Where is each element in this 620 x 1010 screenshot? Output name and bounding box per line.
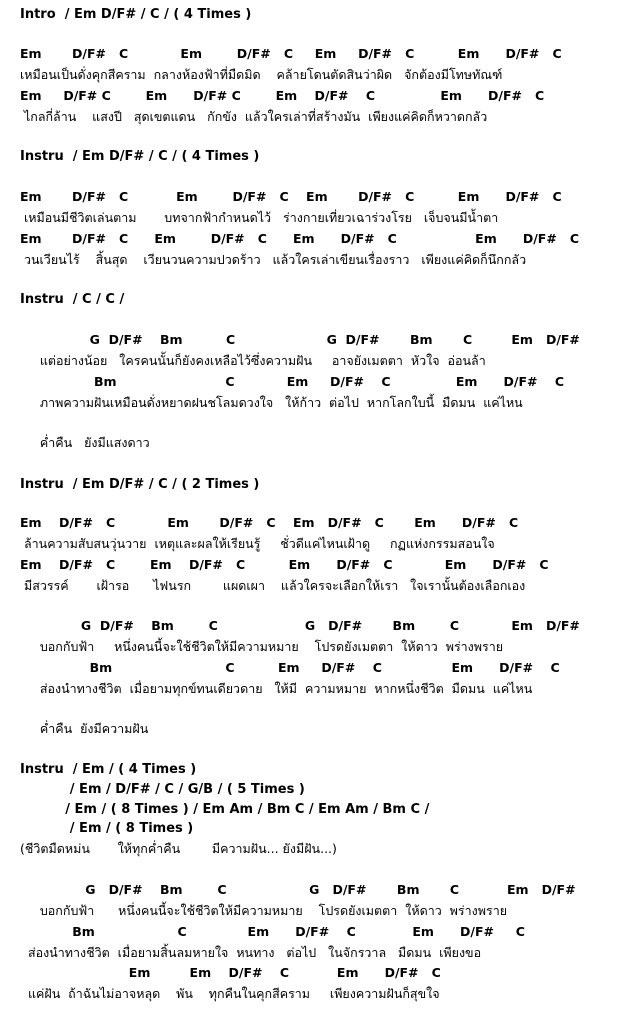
- lyric-line: ส่องนำทางชีวิต เมื่อยามทุกข์ทนเดียวดาย ให้มี ความหมาย หากหนึ่งชีวิต มืดมน แค่ไหน: [20, 681, 533, 696]
- lyric-line: ภาพความฝันเหมือนดั่งหยาดฝนชโลมดวงใจ ให้ก้าว ต่อไป หากโลกใบนี้ มืดมน แค่ไหน: [20, 395, 523, 410]
- instru-line: / Em / ( 8 Times ) / Em Am / Bm C / Em Am / Bm C /: [20, 802, 430, 817]
- instru-line: / Em / ( 8 Times ): [20, 821, 194, 836]
- instru-heading: Instru / Em D/F# / C / ( 2 Times ): [20, 477, 260, 492]
- lyric-line: (ชีวิตมืดหม่น ให้ทุกค่ำคืน มีความฝัน... ยังมีฝัน...): [20, 841, 337, 856]
- intro-heading: Intro / Em D/F# / C / ( 4 Times ): [20, 7, 252, 22]
- chord-line: Em D/F# C Em D/F# C Em D/F# C Em D/F# C: [20, 189, 562, 204]
- lyric-line: ค่ำคืน ยังมีความฝัน: [20, 721, 149, 736]
- chord-line: Em D/F# C Em D/F# C Em D/F# C Em D/F# C: [20, 231, 580, 246]
- instru-heading: Instru / C / C /: [20, 292, 125, 307]
- chord-line: Em D/F# C Em D/F# C Em D/F# C Em D/F# C: [20, 46, 562, 61]
- chord-line: Em D/F# C Em D/F# C Em D/F# C Em D/F# C: [20, 88, 545, 103]
- lyric-line: ล้านความสับสนวุ่นวาย เหตุและผลให้เรียนรู้ ชั่วดีแค่ไหนเฝ้าดู กฏแห่งกรรมสอนใจ: [20, 536, 495, 551]
- instru-heading: Instru / Em / ( 4 Times ): [20, 762, 197, 777]
- chord-line: Bm C Em D/F# C Em D/F# C: [20, 924, 525, 939]
- chord-line: Bm C Em D/F# C Em D/F# C: [20, 374, 565, 389]
- chord-line: Em D/F# C Em D/F# C Em D/F# C Em D/F# C: [20, 515, 519, 530]
- chord-line: G D/F# Bm C G D/F# Bm C Em D/F#: [20, 882, 576, 897]
- lyric-line: ส่องนำทางชีวิต เมื่อยามสิ้นลมหายใจ หนทาง ต่อไป ในจักรวาล มืดมน เพียงขอ: [20, 945, 482, 960]
- lyric-line: บอกกับฟ้า หนึ่งคนนี้จะใช้ชีวิตให้มีความหมาย โปรดยังเมตตา ให้ดาว พร่างพราย: [20, 903, 508, 918]
- chord-line: Bm C Em D/F# C Em D/F# C: [20, 660, 560, 675]
- lyric-line: บอกกับฟ้า หนึ่งคนนี้จะใช้ชีวิตให้มีความหมาย โปรดยังเมตตา ให้ดาว พร่างพราย: [20, 639, 504, 654]
- lyric-line: แค่ฝัน ถ้าฉันไม่อาจหลุด พัน ทุกคืนในคุกสีคราม เพียงความฝันก็สุขใจ: [20, 986, 440, 1001]
- lyric-line: เหมือนเป็นดั่งคุกสีคราม กลางห้องฟ้าที่มืดมิด คล้ายโดนตัดสินว่าผิด จักต้องมีโทษทัณฑ์: [20, 67, 503, 82]
- chord-line: G D/F# Bm C G D/F# Bm C Em D/F#: [20, 618, 580, 633]
- chord-line: G D/F# Bm C G D/F# Bm C Em D/F#: [20, 332, 580, 347]
- chord-line: Em D/F# C Em D/F# C Em D/F# C Em D/F# C: [20, 557, 549, 572]
- lyric-line: แต่อย่างน้อย ใครคนนั้นก็ยังคงเหลือไว้ซึ่งความฝัน อาจยังเมตตา หัวใจ อ่อนล้า: [20, 353, 486, 368]
- lyric-line: ค่ำคืน ยังมีแสงดาว: [20, 435, 150, 450]
- instru-line: / Em / D/F# / C / G/B / ( 5 Times ): [20, 782, 305, 797]
- chord-line: Em Em D/F# C Em D/F# C: [20, 965, 441, 980]
- instru-heading: Instru / Em D/F# / C / ( 4 Times ): [20, 149, 260, 164]
- lyric-line: วนเวียนไร้ สิ้นสุด เวียนวนความปวดร้าว แล้วใครเล่าเขียนเรื่องราว เพียงแค่คิดก็นึกกลัว: [20, 252, 527, 267]
- lyric-line: มีสวรรค์ เฝ้ารอ ไฟนรก แผดเผา แล้วใครจะเลือกให้เรา ใจเรานั้นต้องเลือกเอง: [20, 578, 526, 593]
- lyric-line: ไกลกี่ล้าน แสงปี สุดเขตแดน กักขัง แล้วใครเล่าที่สร้างมัน เพียงแค่คิดก็หวาดกลัว: [20, 109, 488, 124]
- lyric-line: เหมือนมีชีวิตเล่นตาม บทจากฟ้ากำหนดไว้ ร่างกายเที่ยวเฉาร่วงโรย เจ็บจนมีน้ำตา: [20, 210, 499, 225]
